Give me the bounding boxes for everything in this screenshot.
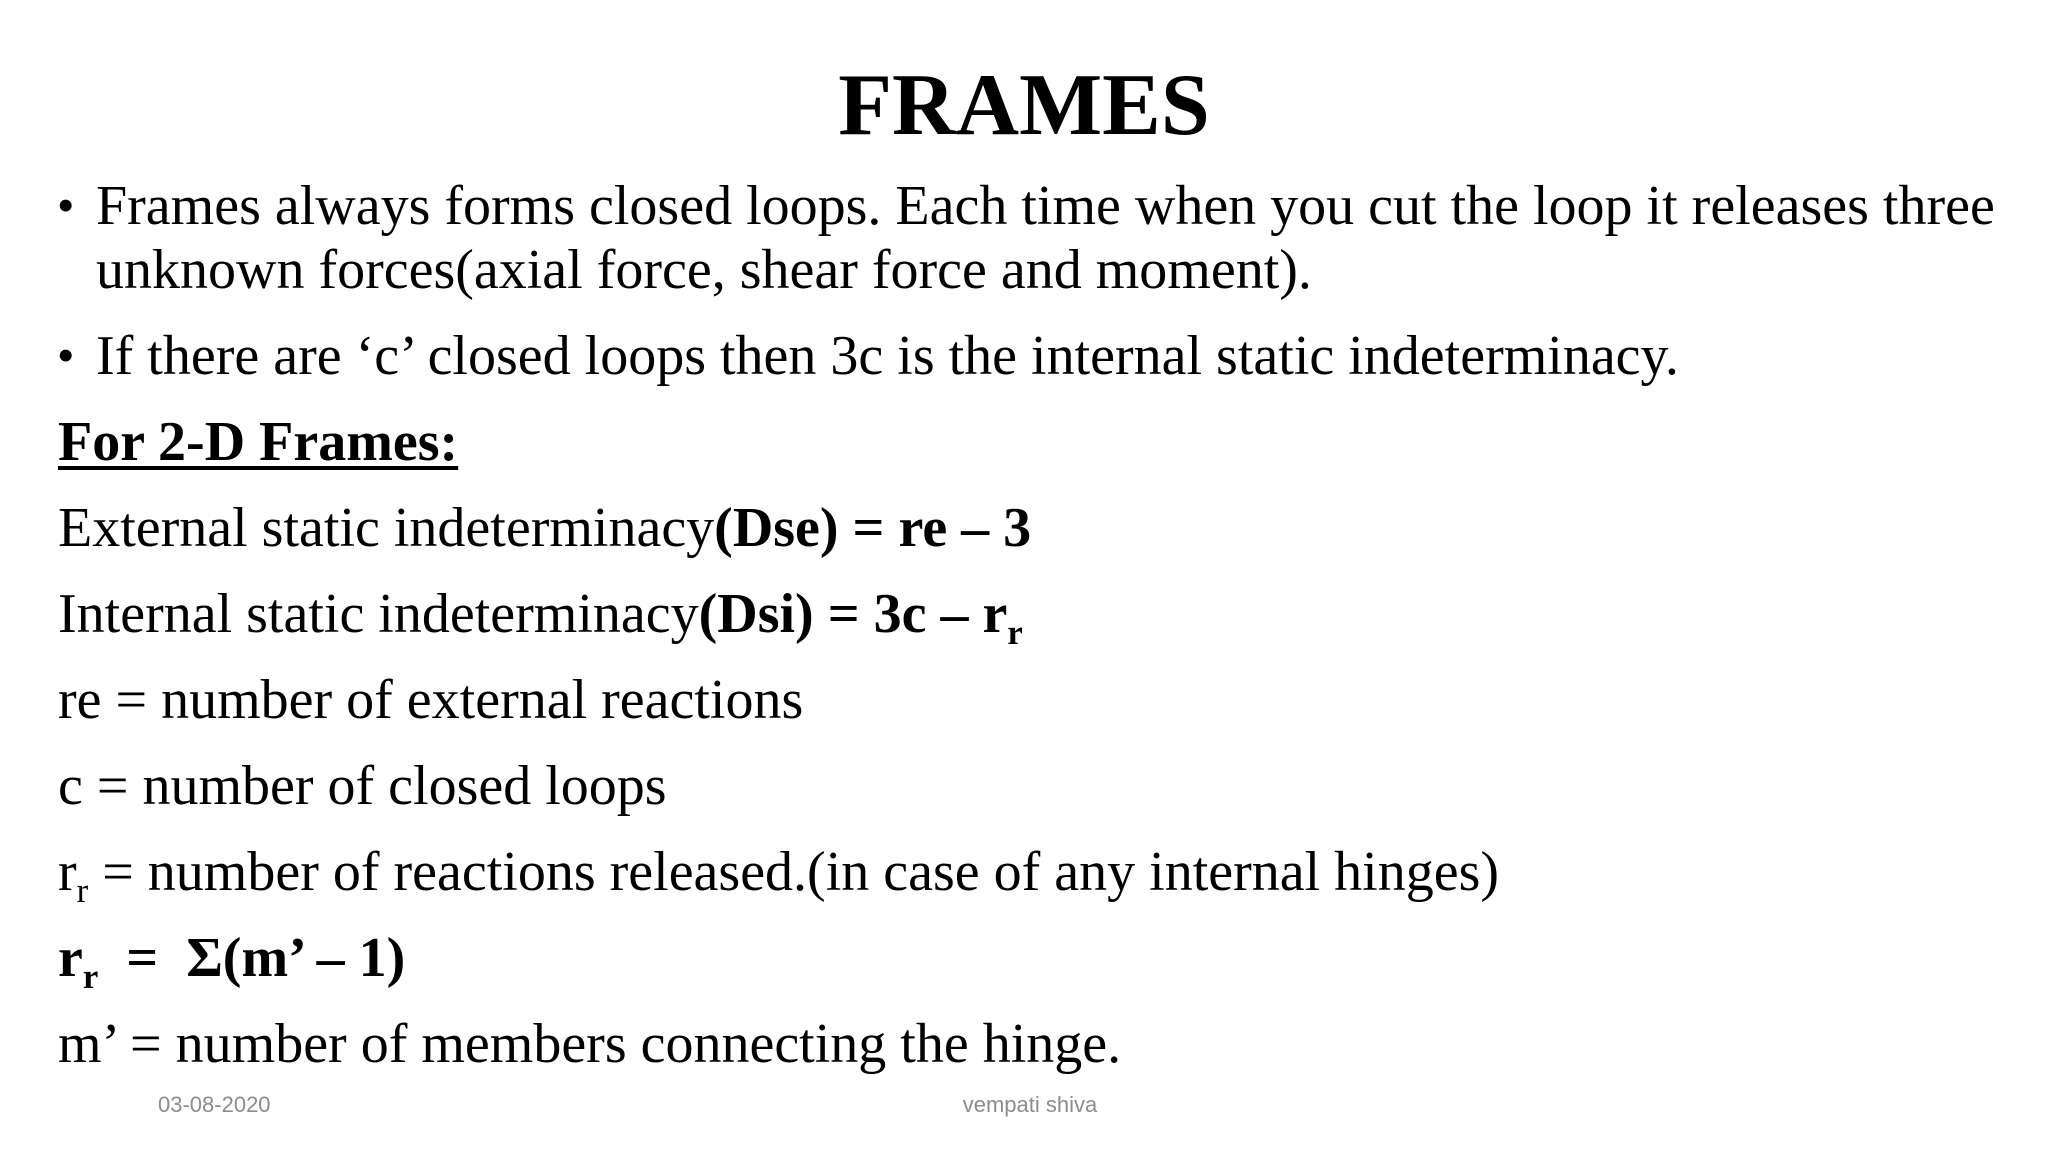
rr-formula-text: = Σ(m’ – 1) <box>98 927 406 989</box>
external-indeterminacy-line <box>58 496 1031 560</box>
bullet-text: Frames always forms closed loops. Each time when you cut the loop it releases three unknown forces(axial force, shear force and moment). <box>96 175 1995 301</box>
footer-author: vempati shiva <box>962 1092 1098 1117</box>
internal-indeterminacy-label: Internal static indeterminacy <box>58 583 699 645</box>
re-definition: re = number of external reactions <box>58 669 804 731</box>
bullet-text: If there are ‘c’ closed loops then 3c is the internal static indeterminacy. <box>96 325 1679 387</box>
external-indeterminacy-formula: (Dse) = re – 3 <box>714 497 1032 559</box>
section-heading: For 2-D Frames: <box>58 411 459 473</box>
bullet-item <box>58 324 2018 388</box>
bullet-marker: • <box>58 331 74 380</box>
m-definition: m’ = number of members connecting the hinge. <box>58 1013 1122 1075</box>
slide-title: FRAMES <box>838 57 1210 154</box>
rr-formula-subscript: r <box>82 957 99 997</box>
rr-subscript: r <box>76 871 89 911</box>
external-indeterminacy-label: External static indeterminacy <box>58 497 715 559</box>
rr-formula-symbol: r <box>58 927 83 989</box>
rr-definition <box>58 840 1500 911</box>
rr-formula <box>58 926 406 997</box>
internal-indeterminacy-line <box>58 582 1023 653</box>
internal-formula-subscript: r <box>1007 613 1023 653</box>
rr-definition-text: = number of reactions released.(in case of any internal hinges) <box>88 841 1500 903</box>
footer-date: 03-08-2020 <box>158 1092 271 1117</box>
rr-symbol: r <box>58 841 77 903</box>
internal-indeterminacy-formula: (Dsi) = 3c – r <box>698 583 1008 645</box>
c-definition: c = number of closed loops <box>58 755 667 817</box>
bullet-item <box>58 174 2018 302</box>
bullet-marker: • <box>58 181 74 230</box>
